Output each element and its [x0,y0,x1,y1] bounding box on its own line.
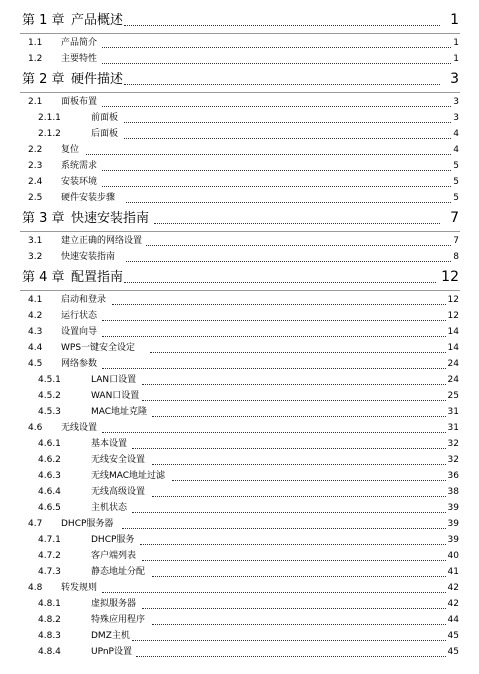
toc-leader-dots [102,62,451,64]
toc-page-number: 4 [453,145,459,155]
toc-subsection-4-5-1[interactable] [0,375,479,387]
toc-section-3-1[interactable] [0,236,479,248]
toc-number: 1.2 [28,54,43,64]
toc-leader-dots [124,121,451,123]
toc-title: 启动和登录 [61,295,107,305]
toc-page-number: 40 [447,551,459,561]
toc-leader-dots [132,447,446,449]
chapter-rule [20,92,460,93]
toc-page-number: 45 [447,631,459,641]
toc-title: 快速安装指南 [61,252,116,262]
toc-leader-dots [140,543,446,545]
toc-chapter-2[interactable] [0,71,479,89]
toc-title: 基本设置 [91,439,128,449]
toc-page-number: 41 [447,567,459,577]
toc-title: 设置向导 [61,327,98,337]
toc-page-number: 5 [453,161,459,171]
toc-section-4-2[interactable] [0,311,479,323]
toc-leader-dots [124,24,440,26]
toc-leader-dots [112,303,446,305]
toc-title: 无线设置 [61,423,98,433]
toc-page-number: 1 [453,54,459,64]
toc-title: 面板布置 [61,97,98,107]
toc-title: 硬件描述 [71,72,124,87]
toc-page-number: 31 [447,407,459,417]
toc-leader-dots [124,83,440,85]
toc-title: DHCP服务 [91,535,135,545]
toc-number: 4.7.1 [38,535,61,545]
toc-leader-dots [172,479,446,481]
toc-page-number: 12 [447,311,459,321]
toc-leader-dots [152,575,446,577]
toc-leader-dots [102,319,446,321]
toc-number: 4.1 [28,295,43,305]
toc-subsection-4-8-4[interactable] [0,647,479,659]
toc-number: 4.7.3 [38,567,61,577]
toc-section-4-5[interactable] [0,359,479,371]
toc-leader-dots [126,260,451,262]
toc-section-2-3[interactable] [0,161,479,173]
toc-subsection-4-8-2[interactable] [0,615,479,627]
toc-subsection-4-5-2[interactable] [0,391,479,403]
toc-leader-dots [132,511,446,513]
toc-number: 第 2 章 [22,72,65,87]
chapter-rule [20,290,460,291]
toc-chapter-3[interactable] [0,210,479,228]
toc-leader-dots [146,244,451,246]
toc-leader-dots [122,527,446,529]
toc-section-3-2[interactable] [0,252,479,264]
toc-page-number: 7 [450,210,459,226]
toc-number: 4.7.2 [38,551,61,561]
toc-leader-dots [154,222,440,224]
toc-leader-dots [124,137,451,139]
toc-leader-dots [132,639,446,641]
toc-number: 4.8.2 [38,615,61,625]
toc-number: 4.6.3 [38,471,61,481]
toc-title: 主机状态 [91,503,128,513]
toc-leader-dots [86,153,451,155]
toc-title: 产品简介 [61,38,98,48]
toc-subsection-4-6-1[interactable] [0,439,479,451]
toc-subsection-4-8-3[interactable] [0,631,479,643]
toc-subsection-4-7-1[interactable] [0,535,479,547]
toc-leader-dots [124,281,436,283]
toc-leader-dots [126,201,451,203]
toc-number: 4.6.2 [38,455,61,465]
toc-number: 4.8.4 [38,647,61,657]
toc-title: 特殊应用程序 [91,615,146,625]
toc-title: 无线MAC地址过滤 [91,471,166,481]
toc-title: MAC地址克隆 [91,407,148,417]
toc-leader-dots [136,655,446,657]
toc-leader-dots [152,495,446,497]
toc-title: WPS一键安全设定 [61,343,136,353]
toc-page-number: 39 [447,503,459,513]
toc-leader-dots [152,623,446,625]
toc-leader-dots [102,431,446,433]
toc-number: 4.8.1 [38,599,61,609]
toc-subsection-4-7-2[interactable] [0,551,479,563]
toc-page-number: 39 [447,535,459,545]
toc-page-number: 12 [441,269,459,285]
chapter-rule [20,33,460,34]
toc-number: 4.6.5 [38,503,61,513]
toc-section-2-1[interactable] [0,97,479,109]
toc-page-number: 39 [447,519,459,529]
toc-title: UPnP设置 [91,647,132,657]
toc-page-number: 12 [447,295,459,305]
toc-section-4-1[interactable] [0,295,479,307]
toc-number: 2.2 [28,145,43,155]
toc-page-number: 3 [453,113,459,123]
toc-number: 4.6 [28,423,43,433]
toc-number: 4.5.3 [38,407,61,417]
toc-section-1-2[interactable] [0,54,479,66]
toc-leader-dots [102,46,451,48]
toc-number: 4.8.3 [38,631,61,641]
toc-page-number: 3 [450,71,459,87]
toc-leader-dots [152,463,446,465]
toc-page-number: 24 [447,359,459,369]
toc-subsection-4-6-4[interactable] [0,487,479,499]
toc-title: WAN口设置 [91,391,140,401]
toc-chapter-1[interactable] [0,12,479,30]
toc-title: 复位 [61,145,80,155]
toc-leader-dots [102,185,451,187]
toc-page-number: 1 [450,12,459,28]
chapter-rule [20,231,460,232]
toc-subsection-2-1-2[interactable] [0,129,479,141]
toc-page-number: 3 [453,97,459,107]
toc-number: 4.5 [28,359,43,369]
toc-subsection-2-1-1[interactable] [0,113,479,125]
toc-subsection-4-5-3[interactable] [0,407,479,419]
toc-number: 4.6.4 [38,487,61,497]
toc-number: 2.1.1 [38,113,61,123]
toc-leader-dots [102,105,451,107]
toc-number: 3.2 [28,252,43,262]
toc-section-4-4[interactable] [0,343,479,355]
toc-page-number: 25 [447,391,459,401]
toc-chapter-4[interactable] [0,269,479,287]
toc-page-number: 14 [447,343,459,353]
toc-title: 主要特性 [61,54,98,64]
toc-page-number: 42 [447,583,459,593]
toc-leader-dots [102,367,446,369]
toc-title: 客户端列表 [91,551,137,561]
toc-section-2-4[interactable] [0,177,479,189]
toc-section-4-7[interactable] [0,519,479,531]
toc-leader-dots [102,169,451,171]
toc-number: 4.7 [28,519,43,529]
toc-leader-dots [142,399,446,401]
toc-page-number: 8 [453,252,459,262]
toc-number: 1.1 [28,38,43,48]
toc-page-number: 32 [447,439,459,449]
toc-title: 静态地址分配 [91,567,146,577]
toc-title: 前面板 [91,113,119,123]
toc-number: 2.1 [28,97,43,107]
toc-page-number: 45 [447,647,459,657]
toc-page-number: 7 [453,236,459,246]
toc-number: 3.1 [28,236,43,246]
toc-number: 4.3 [28,327,43,337]
toc-subsection-4-6-5[interactable] [0,503,479,515]
toc-title: DMZ主机 [91,631,130,641]
toc-page-number: 31 [447,423,459,433]
toc-title: 虚拟服务器 [91,599,137,609]
toc-section-1-1[interactable] [0,38,479,50]
toc-section-2-2[interactable] [0,145,479,157]
toc-leader-dots [142,607,446,609]
toc-title: 转发规则 [61,583,98,593]
toc-title: 无线高级设置 [91,487,146,497]
toc-title: 建立正确的网络设置 [61,236,143,246]
toc-number: 2.5 [28,193,43,203]
toc-leader-dots [150,351,446,353]
toc-page-number: 1 [453,38,459,48]
toc-page-number: 5 [453,177,459,187]
toc-page-number: 24 [447,375,459,385]
toc-subsection-4-7-3[interactable] [0,567,479,579]
toc-title: 配置指南 [71,270,124,285]
toc-number: 2.4 [28,177,43,187]
toc-page-number: 36 [447,471,459,481]
toc-leader-dots [142,559,446,561]
toc-title: DHCP服务器 [61,519,114,529]
toc-number: 第 3 章 [22,211,65,226]
toc-number: 2.3 [28,161,43,171]
toc-number: 4.6.1 [38,439,61,449]
toc-page-number: 14 [447,327,459,337]
toc-leader-dots [152,415,446,417]
toc-number: 第 4 章 [22,270,65,285]
toc-subsection-4-6-2[interactable] [0,455,479,467]
toc-section-4-8[interactable] [0,583,479,595]
toc-page-number: 42 [447,599,459,609]
toc-title: LAN口设置 [91,375,137,385]
toc-title: 快速安装指南 [71,211,150,226]
toc-number: 2.1.2 [38,129,61,139]
toc-number: 4.4 [28,343,43,353]
toc-title: 后面板 [91,129,119,139]
toc-page-number: 32 [447,455,459,465]
toc-page-number: 38 [447,487,459,497]
toc-title: 网络参数 [61,359,98,369]
toc-leader-dots [102,591,446,593]
toc-title: 系统需求 [61,161,98,171]
toc-number: 第 1 章 [22,13,65,28]
toc-section-4-3[interactable] [0,327,479,339]
toc-number: 4.2 [28,311,43,321]
toc-title: 无线安全设置 [91,455,146,465]
toc-section-2-5[interactable] [0,193,479,205]
toc-leader-dots [142,383,446,385]
toc-page-number: 4 [453,129,459,139]
toc-leader-dots [102,335,446,337]
toc-subsection-4-8-1[interactable] [0,599,479,611]
toc-section-4-6[interactable] [0,423,479,435]
toc-page-number: 5 [453,193,459,203]
toc-number: 4.5.2 [38,391,61,401]
toc-title: 安装环境 [61,177,98,187]
toc-title: 硬件安装步骤 [61,193,116,203]
toc-title: 产品概述 [71,13,124,28]
toc-page-number: 44 [447,615,459,625]
toc-subsection-4-6-3[interactable] [0,471,479,483]
toc-number: 4.5.1 [38,375,61,385]
toc-title: 运行状态 [61,311,98,321]
toc-number: 4.8 [28,583,43,593]
